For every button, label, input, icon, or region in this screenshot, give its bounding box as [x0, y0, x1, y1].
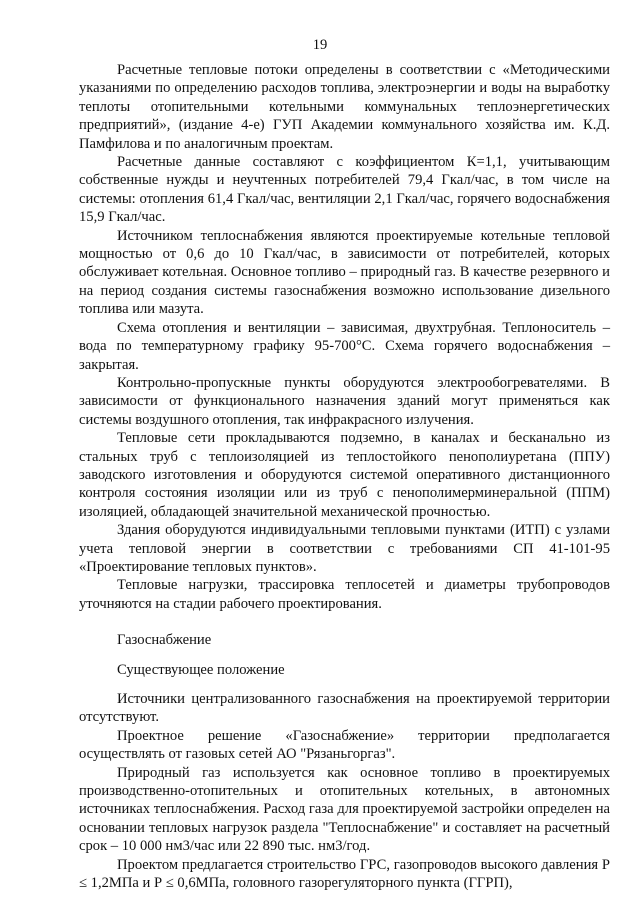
document-body [79, 61, 610, 892]
paragraph: Тепловые сети прокладываются подземно, в каналах и бесканально из стальных труб с теплоизоляцией из теплостойкого пенополиуретана (ППУ) заводского изготовления и оборудуются системой оперативного дистанционного контроля состояния изоляции или из труб с пенополимерминеральной (ППМ) изоляцией, обладающей значительной механической прочностью. [79, 430, 610, 520]
paragraph: Расчетные тепловые потоки определены в соответствии с «Методическими указаниями по определению расходов топлива, электроэнергии и воды на выработку теплоты отопительными котельными коммунальных теплоэнергетических предприятий», (издание 4-е) ГУП Академии коммунального хозяйства им. К.Д. Памфилова и по аналогичным проектам. [79, 62, 610, 152]
paragraph: Источники централизованного газоснабжения на проектируемой территории отсутствуют. [79, 691, 610, 726]
paragraph: Тепловые нагрузки, трассировка теплосетей и диаметры трубопроводов уточняются на стадии рабочего проектирования. [79, 577, 610, 612]
subsection-heading: Существующее положение [117, 661, 285, 678]
paragraph: Расчетные данные составляют с коэффициентом К=1,1, учитывающим собственные нужды и неучтенных потребителей 79,4 Гкал/час, в том числе на системы: отопления 61,4 Гкал/час, вентиляции 2,1 Гкал/час, горячего водоснабжения 15,9 Гкал/час. [79, 154, 610, 226]
paragraph: Проектом предлагается строительство ГРС, газопроводов высокого давления Р ≤ 1,2МПа и Р ≤ 0,6МПа, головного газорегуляторного пункта (ГГРП), [79, 856, 610, 892]
page-number: 19 [312, 37, 328, 53]
section-heading: Газоснабжение [117, 632, 212, 649]
paragraph: Природный газ используется как основное топливо в проектируемых производственно-отопительных и отопительных котельных, в автономных источниках теплоснабжения. Расход газа для проектируемой застройки определен на основании тепловых нагрузок раздела "Теплоснабжение" и составляет на расчетный срок – 10 000 нм3/час или 22 890 тыс. нм3/год. [79, 764, 610, 855]
paragraph: Проектное решение «Газоснабжение» территории предполагается осуществлять от газовых сетей АО "Рязаньгоргаз". [79, 727, 610, 763]
paragraph: Здания оборудуются индивидуальными тепловыми пунктами (ИТП) с узлами учета тепловой энергии в соответствии с требованиями СП 41-101-95 «Проектирование тепловых пунктов». [79, 522, 610, 575]
paragraph: Схема отопления и вентиляции – зависимая, двухтрубная. Теплоноситель – вода по температурному графику 95-700°С. Схема горячего водоснабжения – закрытая. [79, 319, 610, 373]
paragraph: Контрольно-пропускные пункты оборудуются электрообогревателями. В зависимости от функционального назначения зданий могут применяться как системы воздушного отопления, так инфракрасного излучения. [79, 374, 610, 428]
paragraph: Источником теплоснабжения являются проектируемые котельные тепловой мощностью от 0,6 до 10 Гкал/час, в зависимости от потребителей, которых обслуживает котельная. Основное топливо – природный газ. В качестве резервного и на период создания системы газоснабжения возможно использование дизельного топлива или мазута. [79, 227, 610, 318]
